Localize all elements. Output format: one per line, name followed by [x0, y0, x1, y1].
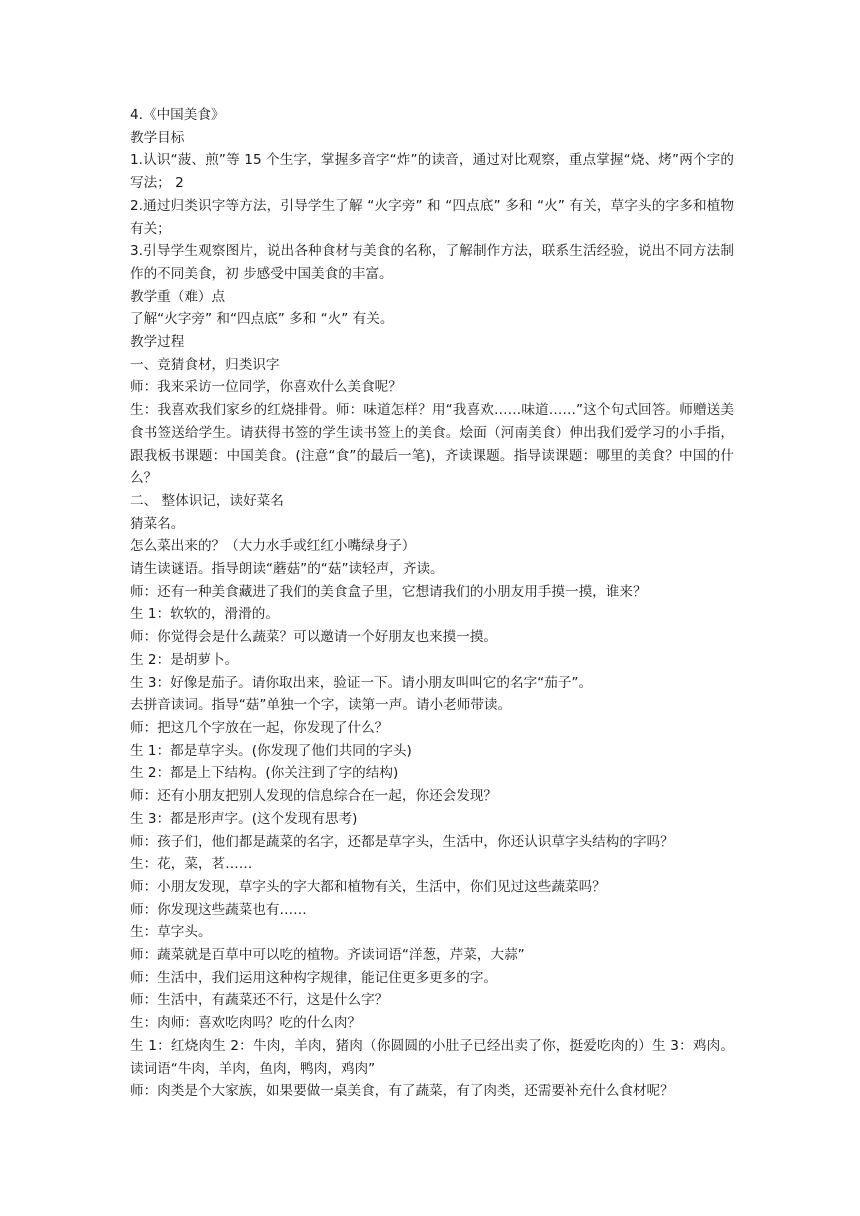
dialogue-line: 猜菜名。	[130, 515, 185, 532]
dialogue-line: 生 1：都是草字头。(你发现了他们共同的字头)	[130, 742, 412, 759]
dialogue-line: 师：小朋友发现，草字头的字大都和植物有关，生活中，你们见过这些蔬菜吗？	[130, 878, 606, 895]
dialogue-line: 师：生活中，有蔬菜还不行，这是什么字？	[130, 992, 389, 1009]
dialogue-line: 怎么菜出来的？（大力水手或红红小嘴绿身子）	[130, 538, 416, 555]
dialogue-line: 生 2：都是上下结构。(你关注到了字的结构)	[130, 765, 399, 782]
dialogue-paragraph: 生 1：红烧肉生 2：牛肉，羊肉，猪肉（你圆圆的小肚子已经出卖了你，挺爱吃肉的）生 3：鸡肉。读词语“牛肉，羊肉，鱼肉，鸭肉，鸡肉”	[130, 1037, 734, 1077]
dialogue-line: 生：肉师：喜欢吃肉吗？吃的什么肉？	[130, 1015, 362, 1032]
section-heading-process: 教学过程	[130, 334, 185, 351]
document-page	[130, 104, 734, 1103]
dialogue-line: 生 3：都是形声字。(这个发现有思考)	[130, 810, 358, 827]
dialogue-line: 请生读谜语。指导朗读“蘑菇”的“菇”读轻声，齐读。	[130, 561, 444, 578]
dialogue-line: 师：孩子们，他们都是蔬菜的名字，还都是草字头，生活中，你还认识草字头结构的字吗？	[130, 833, 674, 850]
dialogue-line: 师：肉类是个大家族，如果要做一桌美食，有了蔬菜，有了肉类，还需要补充什么食材呢？	[130, 1083, 674, 1100]
key-point-text: 了解“火字旁” 和“四点底” 多和 “火” 有关。	[130, 311, 394, 328]
dialogue-line: 去拼音读词。指导“菇”单独一个字，读第一声。请小老师带读。	[130, 697, 512, 714]
dialogue-line: 师：还有小朋友把别人发现的信息综合在一起，你还会发现？	[130, 788, 498, 805]
section-heading-goals: 教学目标	[130, 129, 185, 146]
goal-item-2: 2.通过归类识字等方法，引导学生了解 “火字旁” 和 “四点底” 多和 “火” 有关，草字头的字多和植物有关；	[130, 197, 734, 237]
lesson-title: 4.《中国美食》	[130, 107, 225, 123]
process-step-2-heading: 二、 整体识记，读好菜名	[130, 492, 284, 509]
dialogue-line: 师：生活中，我们运用这种构字规律，能记住更多更多的字。	[130, 969, 498, 986]
dialogue-line: 师：你觉得会是什么蔬菜？可以邀请一个好朋友也来摸一摸。	[130, 629, 498, 646]
dialogue-line: 生 2：是胡萝卜。	[130, 651, 239, 668]
dialogue-line: 生 3：好像是茄子。请你取出来，验证一下。请小朋友叫叫它的名字“茄子”。	[130, 674, 593, 691]
dialogue-line: 师：你发现这些蔬菜也有……	[130, 901, 307, 918]
dialogue-line: 师：我来采访一位同学，你喜欢什么美食呢？	[130, 379, 402, 396]
dialogue-line: 师：把这几个字放在一起，你发现了什么？	[130, 719, 389, 736]
goal-item-3: 3.引导学生观察图片，说出各种食材与美食的名称，了解制作方法，联系生活经验，说出不同方法制作的不同美食，初 步感受中国美食的丰富。	[130, 243, 734, 282]
goal-item-1: 1.认识“菠、煎”等 15 个生字，掌握多音字“炸”的读音，通过对比观察，重点掌握“烧、烤”两个字的写法； 2	[130, 152, 734, 192]
dialogue-paragraph: 生：我喜欢我们家乡的红烧排骨。师：味道怎样？用“我喜欢……味道……”这个句式回答。师赠送美食书签送给学生。请获得书签的学生读书签上的美食。烩面（河南美食）伸出我们爱学习的小手指，跟我板书课题：中国美食。(注意“食”的最后一笔)，齐读课题。指导读课题：哪里的美食？中国的什么？	[130, 402, 734, 487]
dialogue-line: 师：还有一种美食藏进了我们的美食盒子里，它想请我们的小朋友用手摸一摸，谁来？	[130, 583, 647, 600]
dialogue-line: 生：花，菜，茗……	[130, 856, 253, 873]
process-step-1-heading: 一、竞猜食材，归类识字	[130, 356, 280, 373]
dialogue-line: 生：草字头。	[130, 924, 212, 941]
section-heading-key-points: 教学重（难）点	[130, 288, 226, 305]
dialogue-line: 师：蔬菜就是百草中可以吃的植物。齐读词语“洋葱，芹菜，大蒜”	[130, 947, 525, 964]
dialogue-line: 生 1：软软的，滑滑的。	[130, 606, 279, 623]
